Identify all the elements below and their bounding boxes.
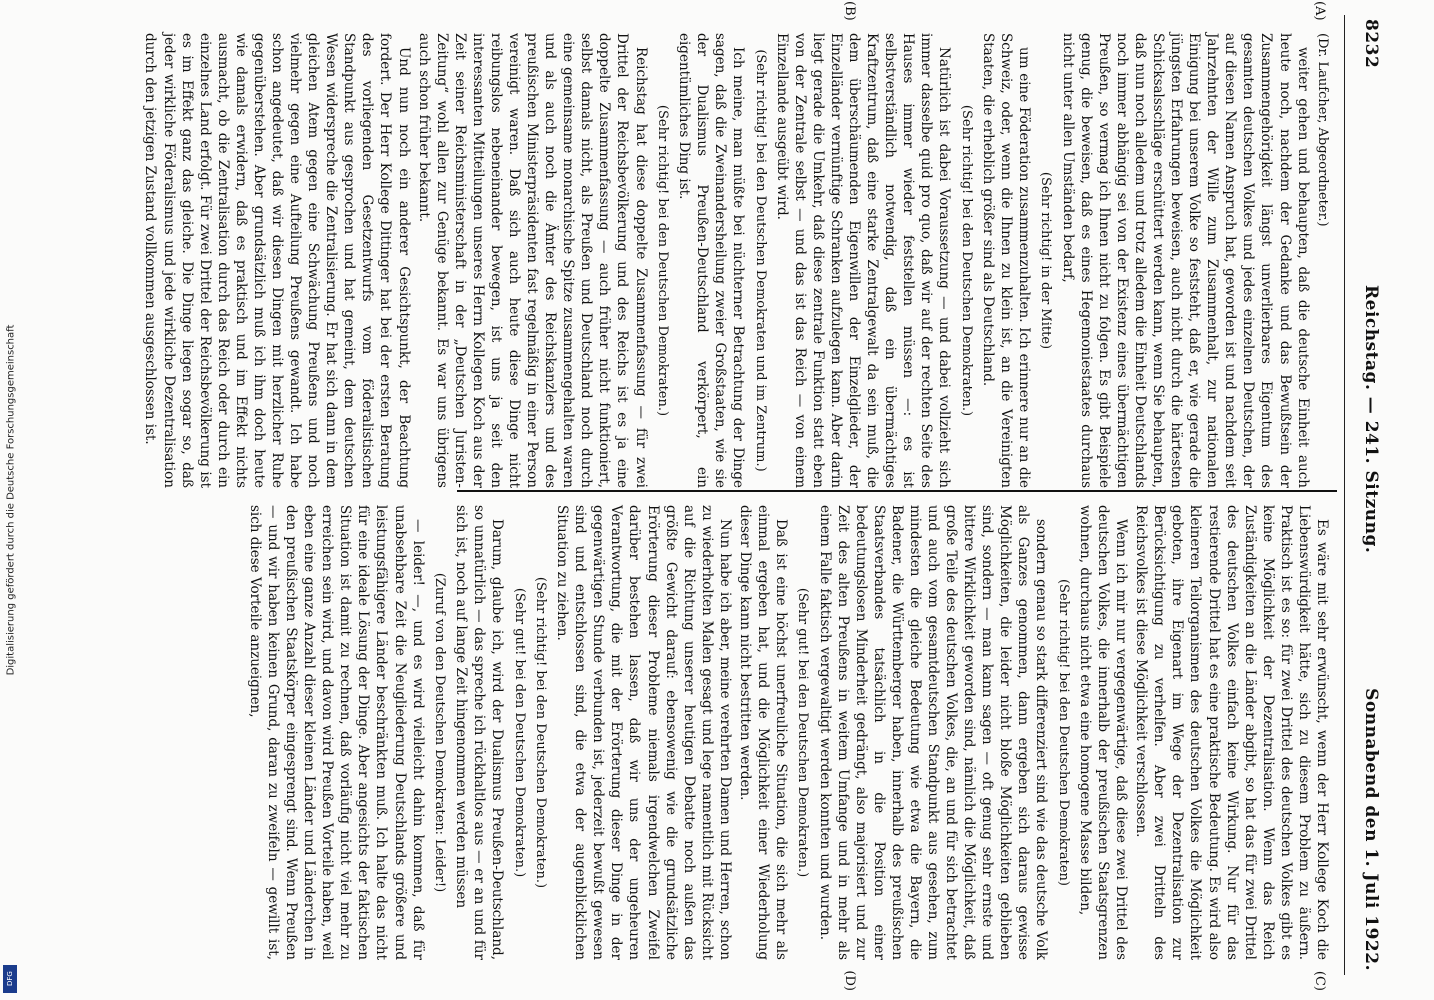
- paragraph: Es wäre mit sehr erwünscht, wenn der Herr Kollege Koch die Liebenswürdigkeit hätte, sich zu diesem Problem zu äußern. Praktisch ist es so: für zwei Drittel des deutschen Volkes gibt es keine Möglichkeit der Dezentralisation. Wenn das Reich Zuständigkeiten an die Länder abgibt, so hat das für zwei Drittel des deutschen Volkes einfach keine Wirkung. Nur für das restierende Drittel hat es eine praktische Bedeutung. Es wird also kleineren Teilorganismen des deutschen Volkes die Möglichkeit geboten, ihre Eigenart im Wege der Dezentralisation zur Berücksichtigung zu verhelfen. Aber zwei Dritteln des Reichsvolkes ist diese Möglichkeit verschlossen.: [1133, 505, 1330, 960]
- session-date: Sonnabend den 1. Juli 1922.: [1361, 688, 1381, 971]
- digitization-credit: [3, 10, 19, 990]
- interjection: (Sehr richtig! bei den Deutschen Demokraten.): [654, 104, 670, 417]
- paragraph: sondern genau so stark differenziert sind wie das deutsche Volk als Ganzes genommen, dann ergeben sich daraus gewisse Möglichkeiten, die leider nicht bloße Möglichkeiten geblieben sind, sondern — man kann sagen — oft genug sehr ernste und bittere Wirklichkeit geworden sind, nämlich die Möglichkeit, daß große Teile des deutschen Volkes, die, an und für sich betrachtet und auch vom gesamtdeutschen Standpunkt aus gesehen, zum mindesten die gleiche Bedeutung wie etwa die Bayern, die Badener, die Württemberger haben, innerhalb des preußischen Staatsverbandes tatsächlich in die Position einer bedeutungslosen Minderheit gedrängt, also majorisiert und zur Zeit des alten Preußens in weitem Umfange und in mehr als einem Falle faktisch vergewaltigt werden konnten und wurden.: [816, 505, 1050, 960]
- interjection: (Sehr gut! bei den Deutschen Demokraten.): [511, 587, 527, 878]
- interjection: (Sehr richtig! bei den Deutschen Demokraten.): [533, 576, 549, 889]
- paragraph: — leider! —, und es wird vielleicht dahin kommen, daß für unabsehbare Zeit die Neugliederung Deutschlands größere und leistungsfähigere Länder beschränkten muß. Ich halte das nicht für eine ideale Lösung der Dinge. Aber angesichts der faktischen Situation ist damit zu rechnen, daß vorläufig nicht viel mehr zu erreichen sein wird, und davon wird Preußen Vorteile haben, weil eben eine ganze Anzahl dieser kleinen Länder und Länderchen in den preußischen Staatskörper eingesprengt sind. Wenn Preußen — und wir haben keinen Grund, daran zu zweifeln — gewillt ist, sich diese Vorteile anzueignen,: [246, 505, 426, 960]
- paragraph: Natürlich ist dabei Voraussetzung — und dabei vollzieht sich immer dasselbe quid pro quo, daß wir auf der rechten Seite des Hauses immer wieder feststellen müssen —: es ist selbstverständlich notwendig, daß ein übermächtiges Kraftzentrum, daß eine starke Zentralgewalt da sein muß, die dem überschäumenden Eigenwillen der Einzelglieder, der Einzelländer vernünftige Schranken aufzulegen kann. Aber darin liegt gerade die Umkehr, daß diese zentrale Funktion statt eben von der Zentrale selbst — und das ist das Reich — von einem Einzellande ausgeübt wird.: [773, 33, 953, 488]
- speaker-line: (Dr. Laufcher, Abgeordneter.): [1315, 33, 1330, 227]
- paragraph: Daß ist eine höchst unerfreuliche Situation, die sich mehr als einmal ergeben hat, und die Möglichkeit einer Wiederholung dieser Dinge kann nicht bestritten werden.: [736, 505, 790, 960]
- margin-mark-c: (C): [1312, 970, 1327, 991]
- interjection: (Zuruf von den Deutschen Demokraten: Leider!): [432, 572, 448, 893]
- margin-mark-a: (A): [1312, 1, 1327, 21]
- paragraph: Ich meine, man müßte bei nüchterner Betrachtung der Dinge sagen, daß die Zweinandersheilung zweier Großstaaten, wie sie der Dualismus Preußen-Deutschland verkörpert, ein eigentümliches Ding ist.: [676, 33, 747, 488]
- page-header: [1337, 15, 1397, 975]
- interjection: (Sehr gut! bei den Deutschen Demokraten.): [795, 587, 811, 878]
- right-column: [246, 505, 1331, 960]
- left-column: [142, 33, 1331, 488]
- interjection: (Sehr richtig! bei den Deutschen Demokraten): [1055, 578, 1071, 886]
- page-title: Reichstag. — 241. Sitzung.: [1361, 285, 1381, 554]
- column-divider: [457, 490, 1337, 492]
- margin-mark-d: (D): [842, 970, 857, 991]
- paragraph: Wenn ich mir nur vergegenwärtige, daß diese zwei Drittel des deutschen Volkes, die innerhalb der preußischen Staatsgrenzen wohnen, durchaus nicht etwa eine homogene Masse bilden,: [1076, 505, 1130, 960]
- paragraph: Reichstag hat diese doppelte Zusammenfassung — für zwei Drittel der Reichsbevölkerung und des Reichs ist es ja eine doppelte Zusammenfassung — auch früher nicht funktioniert, selbst damals nicht, als Preußen und Deutschland noch durch eine gemeinsame monarchische Spitze zusammengehalten waren und als auch noch die Ämter des Reichskanzlers und des preußischen Ministerpräsidenten fast regelmäßig in einer Person vereinigt waren. Daß sich auch heute diese Dinge nicht reibungslos nebeneinander bewegen, ist uns ja seit den interessanten Mitteilungen unseres Herrn Kollegen Koch aus der Zeit seiner Reichsministerschaft in der „Deutschen Juristen-Zeitung“ wohl allen zur Genüge bekannt. Es war uns übrigens auch schon früher bekannt.: [415, 33, 649, 488]
- margin-mark-b: (B): [842, 1, 857, 21]
- paragraph: Und nun noch ein anderer Gesichtspunkt, der Beachtung fordert. Der Herr Kollege Dittinger hat bei der ersten Beratung des vorliegenden Gesetzentwurfs vom föderalistischen Standpunkt aus gesprochen und hat gemeint, dem deutschen Wesen widerspreche die Zentralisierung. Er hat sich dann in dem gleichen Atem gegen eine Schwächung Preußens und noch vielmehr gegen eine Aufteilung Preußens gewandt. Ich habe schon angedeutet, daß wir diesen Dingen mit herzlicher Ruhe gegenüberstehen. Aber grundsätzlich muß ich ihm doch heute wie damals erwidern, daß es praktisch und im Effekt nichts ausmacht, ob die Zentralisation durch das Reich oder durch ein einzelnes Land erfolgt. Für zwei Drittel der Reichsbevölkerung ist es im Effekt ganz das gleiche. Die Dinge liegen sogar so, daß jeder wirkliche Föderalismus und jede wirkliche Dezentralisation durch den jetzigen Zustand vollkommen ausgeschlossen ist.: [142, 33, 412, 488]
- rotated-page: [37, 1, 1397, 991]
- header-rule: [1344, 15, 1345, 975]
- interjection: (Sehr richtig! in der Mitte): [1038, 171, 1054, 350]
- paragraph: um eine Föderation zusammenzuhalten. Ich erinnere nur an die Schweiz, oder, wenn die Ihnen zu klein ist, an die Vereinigten Staaten, die erheblich größer sind als Deutschland.: [979, 33, 1033, 488]
- dfg-logo: DFG: [3, 965, 17, 993]
- paragraph: Nun habe ich aber, meine verehrten Damen und Herren, schon zu wiederholten Malen gesagt und lege namentlich mit Rücksicht auf die Richtung unserer heutigen Debatte noch außen das größte Gewicht darauf: ebensowenig wie die grundsätzliche Erörterung dieser Probleme niemals irgendwelchen Zweifel darüber bestehen lassen, daß wir uns der ungeheuren Verantwortung, die mit der Erörterung dieser Dinge in der gegenwärtigen Stunde verbunden ist, jederzeit bewußt gewesen sind und entschlossen sind, die etwa der augenblicklichen Situation zu ziehen.: [554, 505, 733, 960]
- page-number: 8232: [1361, 19, 1381, 69]
- interjection: (Sehr richtig! bei den Deutschen Demokraten und im Zentrum.): [752, 49, 768, 472]
- paragraph: Darum, glaube ich, wird der Dualismus Preußen-Deutschland, so unnatürlich — das spreche ich rückhaltlos aus — er an und für sich ist, noch auf lange Zeit hingenommen werden müssen: [453, 505, 506, 960]
- interjection: (Sehr richtig! bei den Deutschen Demokraten.): [958, 104, 974, 417]
- credit-text: Digitalisierung gefördert durch die Deutsche Forschungsgemeinschaft: [5, 324, 17, 676]
- paragraph: weiter gehen und behaupten, daß die deutsche Einheit auch heute noch, nachdem der Gedanke und das Bewußtsein der Zusammengehörigkeit längst unverlierbares Eigentum des gesamten deutschen Volkes und jedes einzelnen Deutschen, der auf diesen Namen Anspruch hat, geworden ist und nachdem seit Jahrzehnten der Wille zum Zusammenhalt, zur nationalen Einigung bei unserem Volke so feststeht, daß er, wie gerade die jüngsten Erfahrungen beweisen, auch nicht durch die härtesten Schicksalsschläge erschüttert werden kann, wenn Sie behaupten, daß nun noch alledem und trotz alledem die Einheit Deutschlands noch immer abhängig sei von der Existenz eines übermächtigen Preußen, so vermag ich Ihnen nicht zu folgen. Es gibt Beispiele genug, die beweisen, daß es eines Hegemoniestaates durchaus nicht unter allen Umständen bedarf,: [1059, 33, 1311, 488]
